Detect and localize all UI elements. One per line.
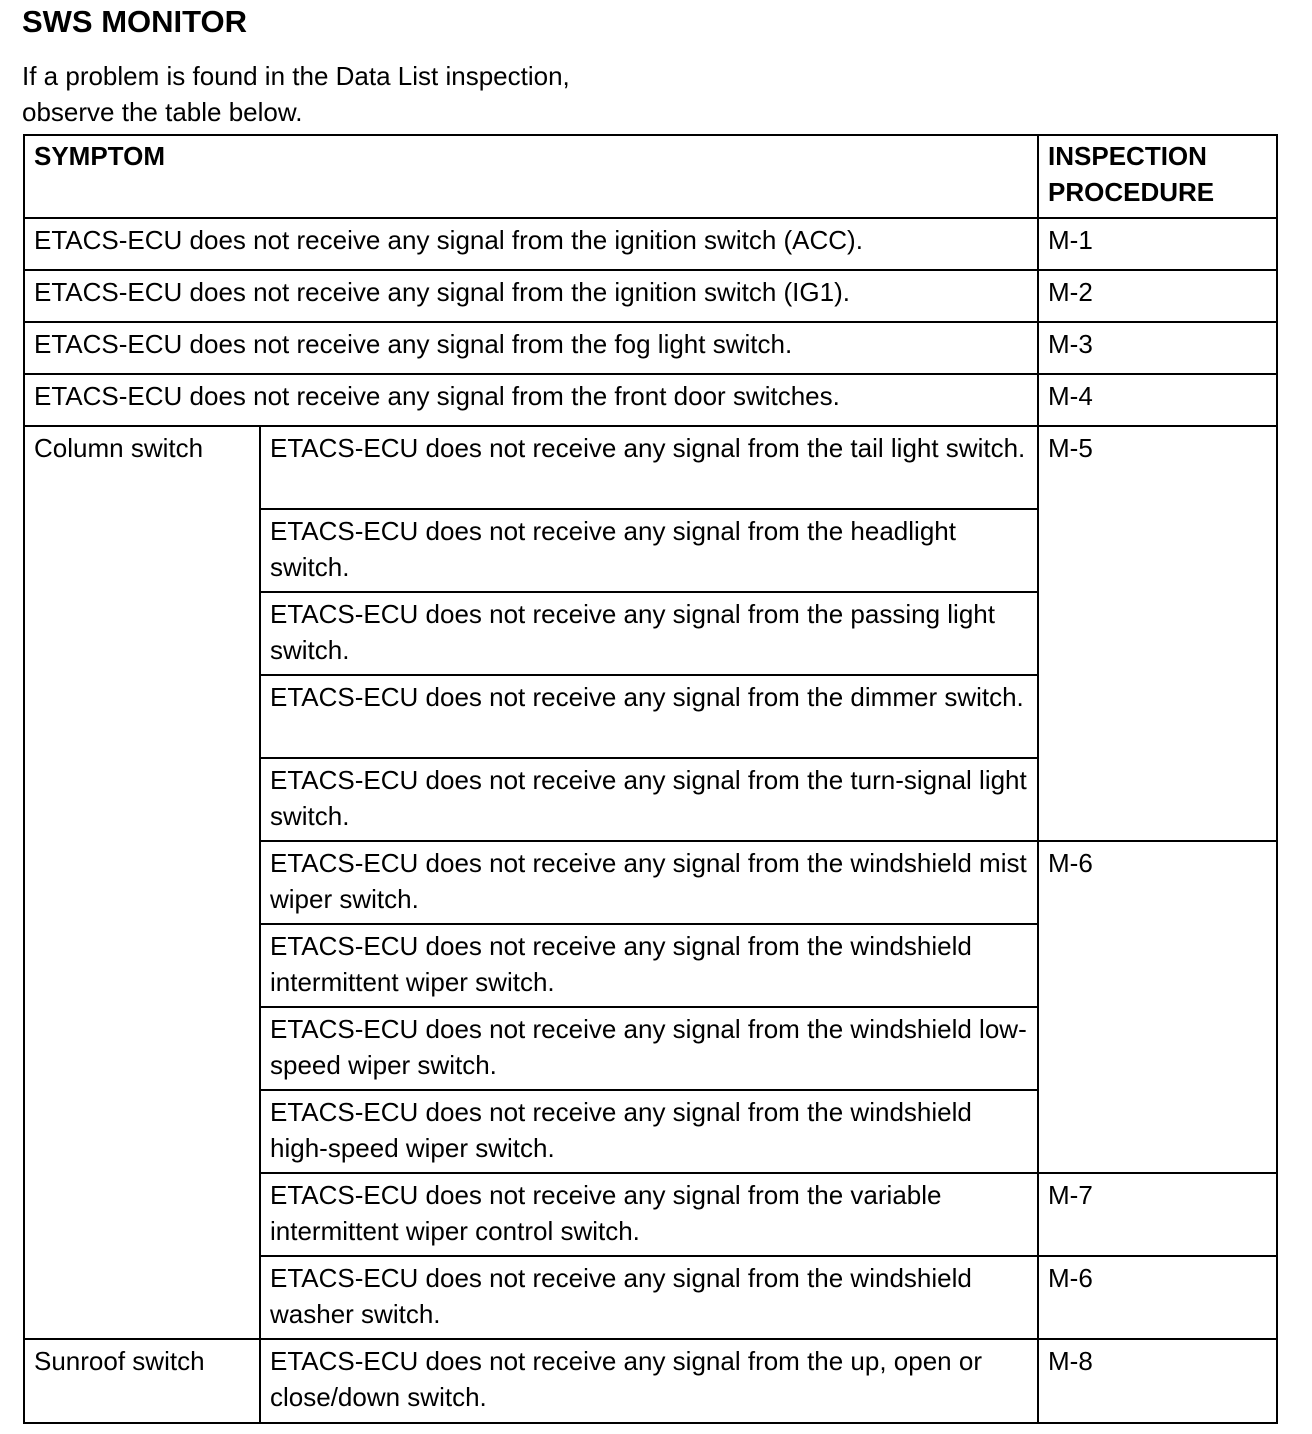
symptom-cell: ETACS-ECU does not receive any signal from the windshield mist wiper switch. bbox=[260, 841, 1038, 924]
table-row bbox=[24, 270, 1277, 322]
symptom-table bbox=[23, 134, 1278, 1424]
procedure-cell: M-7 bbox=[1038, 1173, 1277, 1256]
table-header-row bbox=[24, 135, 1277, 218]
procedure-cell: M-6 bbox=[1038, 1256, 1277, 1339]
symptom-cell: ETACS-ECU does not receive any signal from the turn-signal light switch. bbox=[260, 758, 1038, 841]
table-row bbox=[24, 322, 1277, 374]
symptom-cell: ETACS-ECU does not receive any signal from the ignition switch (IG1). bbox=[24, 270, 1038, 322]
symptom-cell: ETACS-ECU does not receive any signal from the headlight switch. bbox=[260, 509, 1038, 592]
sunroof-switch-group-label: Sunroof switch bbox=[24, 1339, 260, 1423]
page-title: SWS MONITOR bbox=[22, 4, 248, 39]
symptom-cell: ETACS-ECU does not receive any signal from the variable intermittent wiper control switch. bbox=[260, 1173, 1038, 1256]
symptom-cell: ETACS-ECU does not receive any signal from the tail light switch. bbox=[260, 426, 1038, 509]
table-row bbox=[24, 1339, 1277, 1423]
table-row bbox=[24, 218, 1277, 270]
symptom-cell: ETACS-ECU does not receive any signal from the ignition switch (ACC). bbox=[24, 218, 1038, 270]
procedure-cell: M-8 bbox=[1038, 1339, 1277, 1423]
intro-line-1: If a problem is found in the Data List inspection, bbox=[22, 61, 570, 91]
symptom-cell: ETACS-ECU does not receive any signal from the windshield intermittent wiper switch. bbox=[260, 924, 1038, 1007]
symptom-cell: ETACS-ECU does not receive any signal from the dimmer switch. bbox=[260, 675, 1038, 758]
symptom-cell: ETACS-ECU does not receive any signal from the windshield low-speed wiper switch. bbox=[260, 1007, 1038, 1090]
column-switch-group-label: Column switch bbox=[24, 426, 260, 1339]
table-row bbox=[24, 374, 1277, 426]
symptom-cell: ETACS-ECU does not receive any signal from the fog light switch. bbox=[24, 322, 1038, 374]
procedure-cell: M-5 bbox=[1038, 426, 1277, 841]
procedure-cell: M-6 bbox=[1038, 841, 1277, 1173]
intro-line-2: observe the table below. bbox=[22, 97, 303, 127]
procedure-cell: M-2 bbox=[1038, 270, 1277, 322]
table-row bbox=[24, 426, 1277, 509]
symptom-cell: ETACS-ECU does not receive any signal from the windshield washer switch. bbox=[260, 1256, 1038, 1339]
procedure-cell: M-4 bbox=[1038, 374, 1277, 426]
symptom-cell: ETACS-ECU does not receive any signal from the front door switches. bbox=[24, 374, 1038, 426]
procedure-cell: M-1 bbox=[1038, 218, 1277, 270]
procedure-cell: M-3 bbox=[1038, 322, 1277, 374]
intro-text bbox=[22, 58, 922, 130]
symptom-cell: ETACS-ECU does not receive any signal from the up, open or close/down switch. bbox=[260, 1339, 1038, 1423]
symptom-cell: ETACS-ECU does not receive any signal from the windshield high-speed wiper switch. bbox=[260, 1090, 1038, 1173]
symptom-cell: ETACS-ECU does not receive any signal from the passing light switch. bbox=[260, 592, 1038, 675]
header-symptom: SYMPTOM bbox=[24, 135, 1038, 218]
header-inspection-procedure: INSPECTION PROCEDURE bbox=[1038, 135, 1277, 218]
